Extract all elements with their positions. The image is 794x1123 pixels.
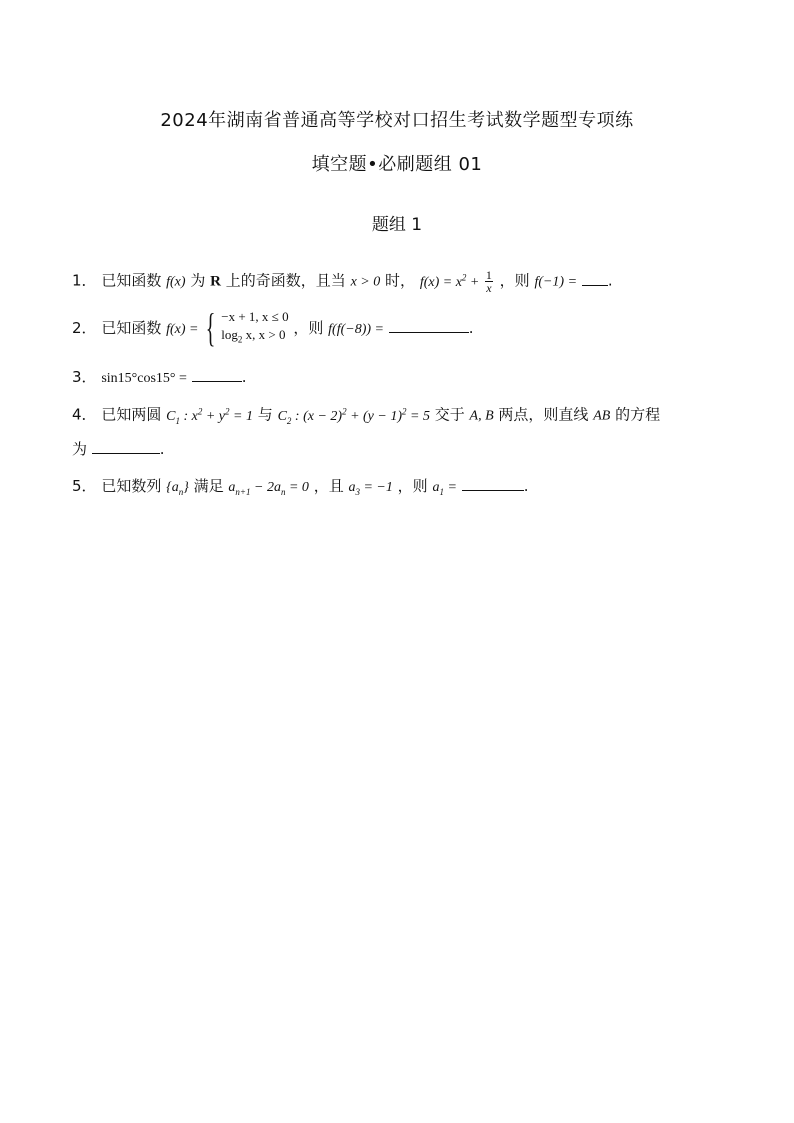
math-expression: f(−1) = <box>534 274 578 290</box>
question-text: 交于 <box>434 405 465 424</box>
math-expression: $C_1$ : $x^2 + y^2 = 1$ <box>166 406 253 426</box>
question-4 <box>72 400 660 431</box>
case-2: $\log_2 x$, x > 0 <box>221 327 286 345</box>
question-text: 已知函数 <box>101 271 162 290</box>
case-1: −x + 1, x ≤ 0 <box>221 309 289 324</box>
math-expression: f(x) = <box>166 321 199 337</box>
question-number: 4． <box>72 405 97 424</box>
question-text: ，则 <box>293 318 324 337</box>
math-expression: $a_3 = -1$ <box>348 480 393 497</box>
answer-blank[interactable] <box>462 489 524 491</box>
group-heading: 题组 1 <box>371 215 423 235</box>
math-expression: f(f(−8)) = <box>328 321 384 337</box>
document-title: 2024年湖南省普通高等学校对口招生考试数学题型专项练 <box>160 110 634 131</box>
math-expression: $a_1$ = <box>432 480 457 497</box>
answer-blank[interactable] <box>92 452 160 454</box>
question-text: ，且 <box>313 477 344 495</box>
punctuation: . <box>468 318 474 337</box>
question-3 <box>72 366 246 390</box>
document-subtitle: 填空题•必刷题组 01 <box>311 154 483 175</box>
punctuation: . <box>523 477 529 495</box>
punctuation: . <box>159 440 165 458</box>
question-text: 满足 <box>193 477 224 495</box>
piecewise-cases <box>221 308 288 349</box>
math-expression: sin15°cos15° = <box>101 371 187 386</box>
math-expression: f(x) <box>166 274 186 290</box>
math-expression: $C_2$ : $(x - 2)^2 + (y - 1)^2 = 5$ <box>277 406 430 426</box>
answer-blank[interactable] <box>192 380 242 382</box>
question-number: 3． <box>72 368 97 386</box>
math-expression: x > 0 <box>350 274 381 290</box>
question-text: 时， <box>385 271 416 290</box>
math-expression: R <box>210 273 221 290</box>
fraction: $\frac{1}{x}$ <box>485 267 492 295</box>
punctuation: . <box>607 271 613 290</box>
question-1 <box>72 266 613 294</box>
question-text: ，则 <box>499 271 530 290</box>
brace-icon: { <box>206 305 216 351</box>
math-expression: A, B <box>469 408 494 424</box>
question-text: 为 <box>72 440 88 458</box>
question-text: 已知数列 <box>101 477 162 495</box>
question-number: 5． <box>72 477 97 495</box>
punctuation: . <box>241 368 247 386</box>
question-number: 2． <box>72 318 97 337</box>
math-expression: $f(x) = x^2$ + <box>419 272 483 290</box>
question-number: 1． <box>72 271 97 290</box>
math-expression: AB <box>593 408 611 424</box>
question-text: 的方程 <box>615 405 661 424</box>
question-text: 上的奇函数，且当 <box>225 271 346 290</box>
question-text: 与 <box>257 405 273 424</box>
question-2 <box>72 305 474 351</box>
math-expression: $a_{n+1} - 2a_n = 0$ <box>228 480 309 497</box>
answer-blank[interactable] <box>389 331 469 333</box>
question-text: 两点，则直线 <box>498 405 589 424</box>
question-4-continuation <box>72 438 165 460</box>
question-text: ，则 <box>397 477 428 495</box>
question-text: 已知两圆 <box>101 405 162 424</box>
question-text: 已知函数 <box>101 318 162 337</box>
question-text: 为 <box>190 271 206 290</box>
math-expression: $\{a_n\}$ <box>166 480 189 497</box>
answer-blank[interactable] <box>582 284 608 286</box>
question-5 <box>72 475 528 503</box>
